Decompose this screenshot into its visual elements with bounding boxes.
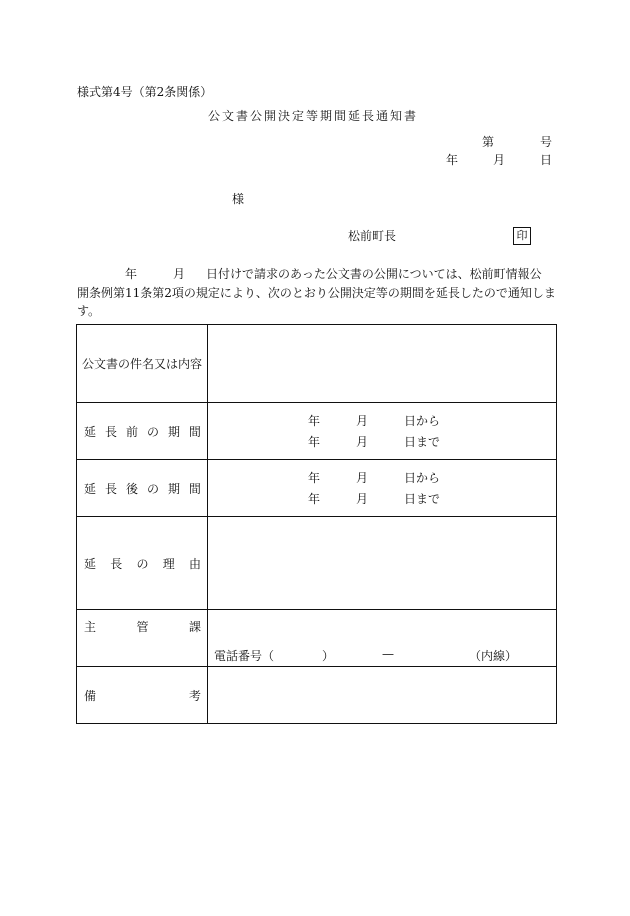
period-from-line — [208, 410, 556, 431]
label-char: 主 — [84, 620, 97, 634]
label-char: 理 — [162, 556, 175, 571]
body-line-1: 日付けで請求のあった公文書の公開については、松前町情報公 — [206, 267, 542, 281]
label-char: 後 — [125, 481, 138, 496]
table-row-after-period — [77, 460, 557, 517]
period-from-line — [208, 467, 556, 488]
label-char: の — [146, 481, 159, 496]
period-month: 月 — [356, 492, 369, 506]
label-char: 延 — [84, 481, 97, 496]
table-row-reason — [77, 517, 557, 610]
body-month: 月 — [173, 267, 186, 281]
table-row-remarks — [77, 667, 557, 724]
label-char: 長 — [104, 481, 117, 496]
seal-stamp: 印 — [513, 227, 531, 245]
period-month: 月 — [356, 435, 369, 449]
field-before-period[interactable] — [208, 403, 557, 460]
period-year: 年 — [308, 435, 321, 449]
table-row-department — [77, 610, 557, 667]
label-char: 間 — [188, 424, 201, 439]
label-char: 期 — [167, 424, 180, 439]
notice-form-table — [76, 324, 557, 724]
table-row-before-period — [77, 403, 557, 460]
field-reason[interactable] — [208, 517, 557, 610]
label-char: 考 — [188, 688, 201, 703]
period-until-line — [208, 431, 556, 452]
label-char: の — [146, 424, 159, 439]
label-remarks — [77, 667, 208, 724]
label-char: 延 — [84, 424, 97, 439]
period-from: 日から — [404, 414, 441, 428]
table-row-subject — [77, 325, 557, 403]
label-char: 期 — [167, 481, 180, 496]
label-char: 間 — [188, 481, 201, 496]
doc-number-go: 号 — [540, 135, 553, 149]
label-after-period — [77, 460, 208, 517]
addressee-sama: 様 — [232, 192, 245, 206]
label-char: 課 — [188, 620, 201, 634]
label-char: 由 — [188, 556, 201, 571]
body-line-2: 開条例第11条第2項の規定により、次のとおり公開決定等の期間を延長したので通知しま — [77, 286, 556, 300]
phone-dash: — — [382, 647, 394, 661]
date-month: 月 — [493, 153, 506, 167]
period-year: 年 — [308, 492, 321, 506]
period-month: 月 — [356, 471, 369, 485]
date-year: 年 — [446, 153, 459, 167]
field-remarks[interactable] — [208, 667, 557, 724]
form-number: 様式第4号（第2条関係） — [77, 85, 213, 99]
phone-line — [214, 647, 517, 664]
phone-label: 電話番号（ ） — [214, 649, 335, 663]
field-subject[interactable] — [208, 325, 557, 403]
label-department — [77, 610, 208, 667]
label-char: 備 — [84, 688, 97, 703]
field-after-period[interactable] — [208, 460, 557, 517]
field-department[interactable] — [208, 610, 557, 667]
body-line-3: す。 — [77, 304, 101, 318]
label-char: 長 — [104, 424, 117, 439]
doc-number-dai: 第 — [482, 135, 495, 149]
document-title: 公文書公開決定等期間延長通知書 — [208, 109, 419, 123]
period-year: 年 — [308, 414, 321, 428]
period-until: 日まで — [404, 492, 441, 506]
label-char: 長 — [110, 556, 123, 571]
body-year: 年 — [125, 267, 138, 281]
label-reason — [77, 517, 208, 610]
period-until: 日まで — [404, 435, 441, 449]
label-char: 延 — [84, 556, 97, 571]
label-char: 前 — [125, 424, 138, 439]
period-until-line — [208, 488, 556, 509]
label-before-period — [77, 403, 208, 460]
phone-extension: （内線） — [469, 649, 518, 663]
sender-mayor: 松前町長 — [348, 229, 397, 243]
label-char: 管 — [136, 620, 149, 634]
label-char: の — [136, 556, 149, 571]
period-month: 月 — [356, 414, 369, 428]
period-year: 年 — [308, 471, 321, 485]
period-from: 日から — [404, 471, 441, 485]
label-subject-text: 公文書の件名又は内容 — [82, 357, 203, 371]
label-subject — [77, 325, 208, 403]
date-day: 日 — [540, 153, 553, 167]
